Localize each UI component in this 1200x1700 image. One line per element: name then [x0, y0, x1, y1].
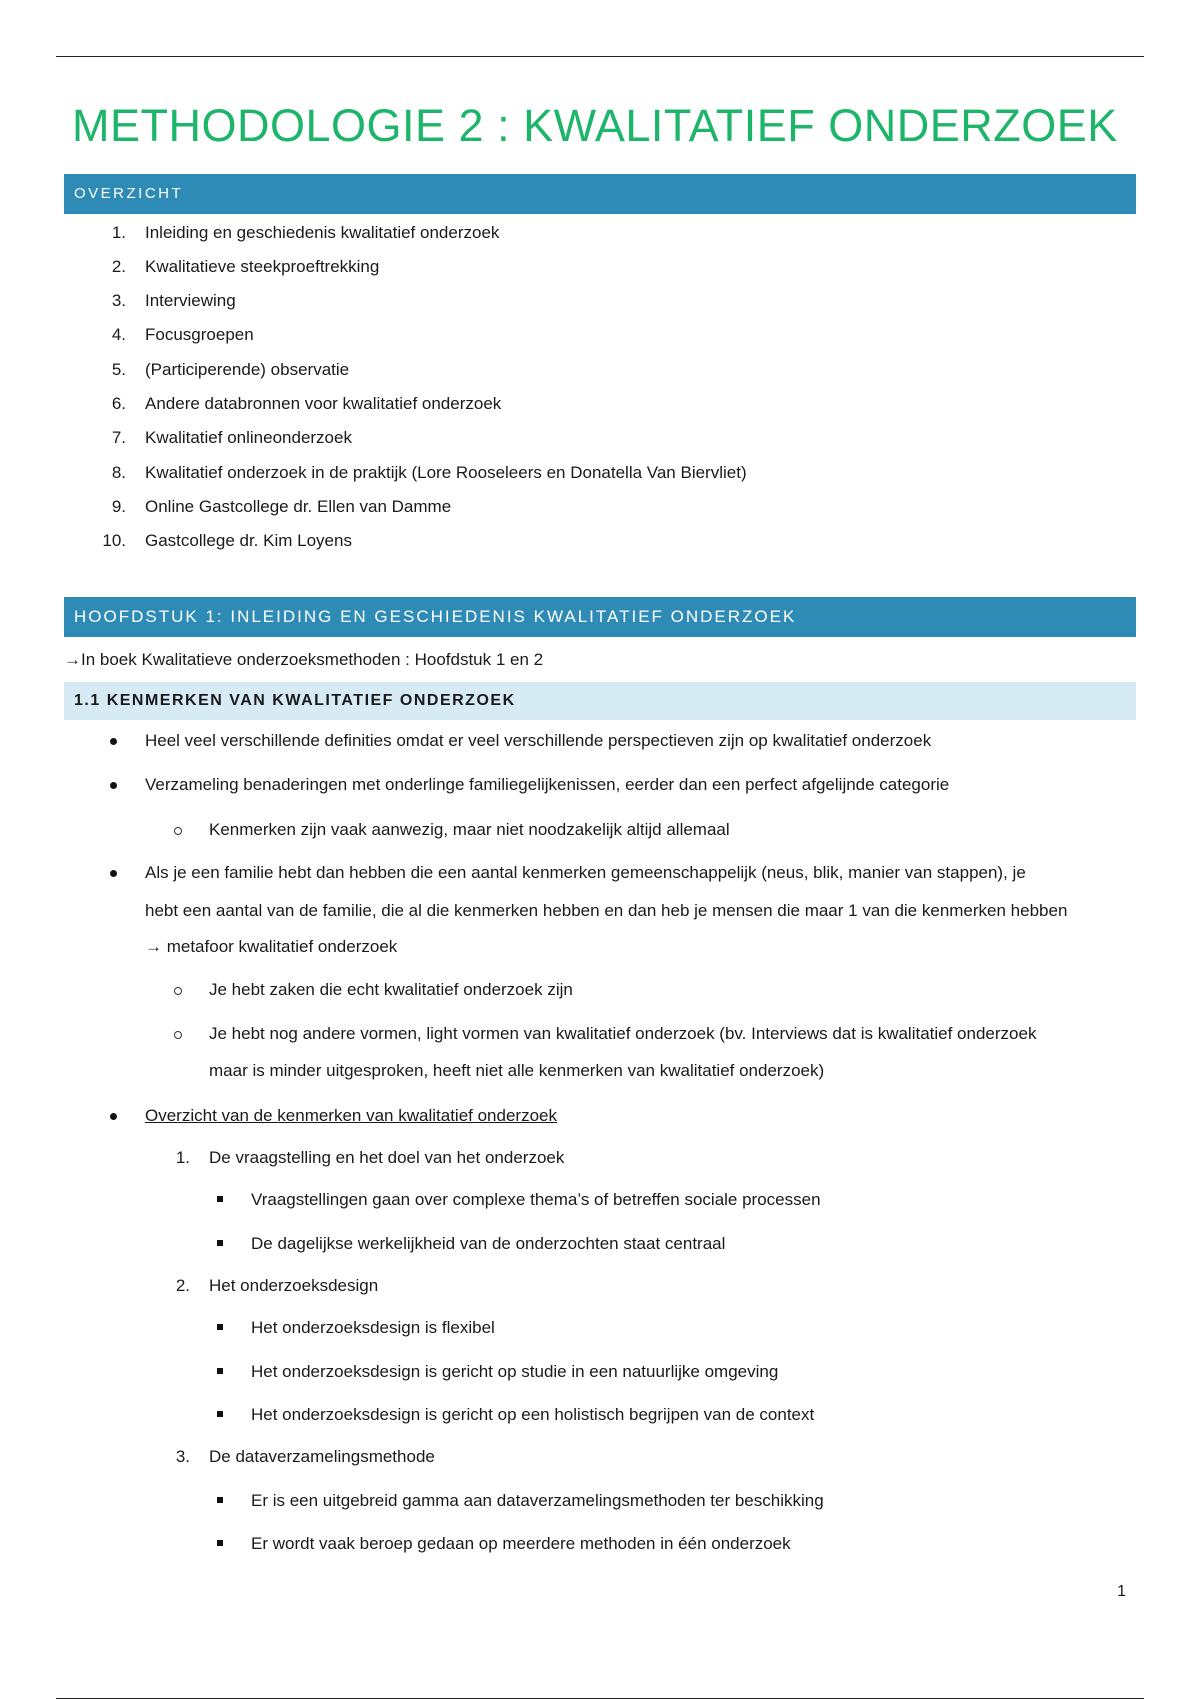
square-bullet-text: Het onderzoeksdesign is gericht op een holistisch begrijpen van de context [251, 1405, 815, 1424]
toc-number: 6. [111, 394, 126, 413]
toc-number: 3. [111, 291, 126, 310]
square-bullet-icon [217, 1368, 223, 1374]
bottom-rule [56, 1698, 1144, 1699]
overview-characteristics-heading: Overzicht van de kenmerken van kwalitatief onderzoek [145, 1106, 557, 1125]
square-bullet-icon [217, 1196, 223, 1202]
sub-bullet-text: Je hebt nog andere vormen, light vormen van kwalitatief onderzoek (bv. Interviews dat is kwalitatief onderzoek [209, 1024, 1037, 1043]
list-number: 1. [175, 1148, 190, 1167]
toc-item: Gastcollege dr. Kim Loyens [145, 531, 352, 550]
list-number: 2. [175, 1276, 190, 1295]
toc-number: 1. [111, 223, 126, 242]
toc-number: 4. [111, 325, 126, 344]
bullet-text: Heel veel verschillende definities omdat er veel verschillende perspectieven zijn op kwalitatief onderzoek [145, 731, 932, 750]
bullet-text: Als je een familie hebt dan hebben die een aantal kenmerken gemeenschappelijk (neus, blik, manier van stappen), je [145, 863, 1026, 882]
bullet-icon [110, 738, 117, 745]
top-rule [56, 56, 1144, 57]
toc-number: 10. [102, 531, 126, 550]
circle-bullet-icon [174, 1031, 182, 1039]
document-title: METHODOLOGIE 2 : KWALITATIEF ONDERZOEK [72, 100, 1118, 151]
square-bullet-icon [217, 1324, 223, 1330]
toc-item: Online Gastcollege dr. Ellen van Damme [145, 497, 452, 516]
square-bullet-text: De dagelijkse werkelijkheid van de onderzochten staat centraal [251, 1234, 726, 1253]
numbered-item: Het onderzoeksdesign [209, 1276, 379, 1295]
toc-number: 8. [111, 463, 126, 482]
circle-bullet-icon [174, 827, 182, 835]
toc-item: (Participerende) observatie [145, 360, 350, 379]
sub-bullet-text: Je hebt zaken die echt kwalitatief onderzoek zijn [209, 980, 573, 999]
book-reference: →In boek Kwalitatieve onderzoeksmethoden : Hoofdstuk 1 en 2 [64, 650, 544, 669]
bullet-text: Verzameling benaderingen met onderlinge familiegelijkenissen, eerder dan een perfect afgelijnde categorie [145, 775, 950, 794]
list-number: 3. [175, 1447, 190, 1466]
toc-item: Inleiding en geschiedenis kwalitatief onderzoek [145, 223, 500, 242]
square-bullet-text: Er wordt vaak beroep gedaan op meerdere methoden in één onderzoek [251, 1534, 791, 1553]
bullet-icon [110, 782, 117, 789]
numbered-item: De vraagstelling en het doel van het onderzoek [209, 1148, 565, 1167]
bullet-text-continued: → metafoor kwalitatief onderzoek [145, 937, 398, 956]
square-bullet-text: Vraagstellingen gaan over complexe thema’s of betreffen sociale processen [251, 1190, 821, 1209]
toc-item: Kwalitatief onderzoek in de praktijk (Lore Rooseleers en Donatella Van Biervliet) [145, 463, 747, 482]
bullet-text-continued: hebt een aantal van de familie, die al die kenmerken hebben en dan heb je mensen die maar 1 van die kenmerken hebben [145, 901, 1068, 920]
sub-bullet-text: Kenmerken zijn vaak aanwezig, maar niet noodzakelijk altijd allemaal [209, 820, 730, 839]
toc-item: Kwalitatieve steekproeftrekking [145, 257, 380, 276]
square-bullet-icon [217, 1411, 223, 1417]
toc-item: Interviewing [145, 291, 236, 310]
toc-item: Kwalitatief onlineonderzoek [145, 428, 352, 447]
toc-number: 2. [111, 257, 126, 276]
section-heading: 1.1 KENMERKEN VAN KWALITATIEF ONDERZOEK [64, 682, 1136, 720]
square-bullet-icon [217, 1240, 223, 1246]
square-bullet-icon [217, 1497, 223, 1503]
toc-number: 7. [111, 428, 126, 447]
square-bullet-text: Het onderzoeksdesign is gericht op studie in een natuurlijke omgeving [251, 1362, 779, 1381]
sub-bullet-text-continued: maar is minder uitgesproken, heeft niet alle kenmerken van kwalitatief onderzoek) [209, 1061, 825, 1080]
circle-bullet-icon [174, 987, 182, 995]
numbered-item: De dataverzamelingsmethode [209, 1447, 435, 1466]
chapter-heading: HOOFDSTUK 1: INLEIDING EN GESCHIEDENIS KWALITATIEF ONDERZOEK [64, 597, 1136, 637]
overview-heading: OVERZICHT [64, 174, 1136, 214]
page-number: 1 [1117, 1583, 1126, 1600]
toc-number: 5. [111, 360, 126, 379]
toc-number: 9. [111, 497, 126, 516]
square-bullet-icon [217, 1540, 223, 1546]
bullet-icon [110, 870, 117, 877]
bullet-icon [110, 1113, 117, 1120]
toc-item: Focusgroepen [145, 325, 254, 344]
square-bullet-text: Er is een uitgebreid gamma aan dataverzamelingsmethoden ter beschikking [251, 1491, 824, 1510]
toc-item: Andere databronnen voor kwalitatief onderzoek [145, 394, 502, 413]
square-bullet-text: Het onderzoeksdesign is flexibel [251, 1318, 495, 1337]
